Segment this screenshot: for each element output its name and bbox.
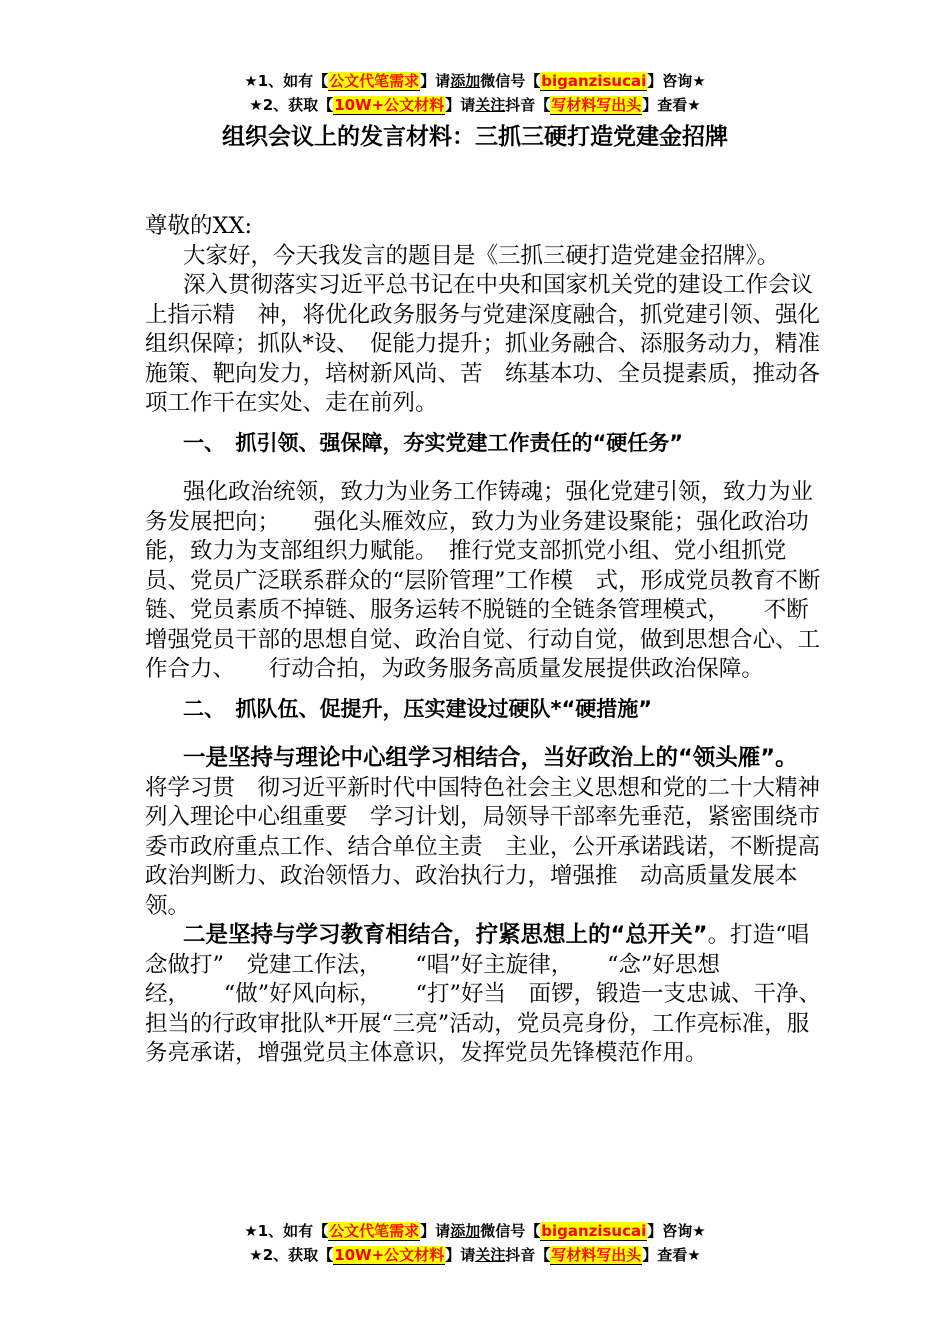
ad-highlight: 10W+公文材料 bbox=[334, 96, 445, 114]
paragraph-3-text: 将学习贯 彻习近平新时代中国特色社会主义思想和党的二十大精神列入理论中心组重要 学习计划，局领导干部率先垂范，紧密围绕市委市政府重点工作、结合单位主责 主业，公开承诺践诺，不断提高政治判断力、政治领悟力、政治执行力，增强推 动高质量发展本领。 bbox=[145, 745, 821, 919]
ad-text: 微信号【 bbox=[480, 72, 541, 90]
ad-line-1 bbox=[0, 69, 950, 93]
ad-text: ★1、如有【 bbox=[244, 1222, 329, 1240]
ad-text: ★1、如有【 bbox=[244, 72, 329, 90]
ad-text: 】请 bbox=[420, 1222, 451, 1240]
ad-line-2 bbox=[0, 1243, 950, 1267]
ad-highlight: 10W+公文材料 bbox=[334, 1246, 445, 1264]
ad-line-1 bbox=[0, 1219, 950, 1243]
paragraph-4 bbox=[145, 921, 825, 1069]
paragraph-1: 深入贯彻落实习近平总书记在中央和国家机关党的建设工作会议上指示精 神，将优化政务服务与党建深度融合，抓党建引领、强化组织保障；抓队*设、 促能力提升；抓业务融合、添服务动力，精准施策、靶向发力，培树新风尚、苦 练基本功、全员提素质，推动各项工作干在实处、走在前列。 bbox=[145, 272, 821, 416]
ad-underline: 关注 bbox=[475, 1246, 506, 1264]
ad-text: ★2、获取【 bbox=[249, 1246, 334, 1264]
paragraph-2: 强化政治统领，致力为业务工作铸魂；强化党建引领，致力为业务发展把向； 强化头雁效应，致力为业务建设聚能；强化政治功能，致力为支部组织力赋能。 推行党支部抓党小组、党小组抓党员、党员广泛联系群众的“层阶管理”工作模 式，形成党员教育不断链、党员素质不掉链、服务运转不脱链的全链条管理模式， 不断增强党员干部的思想自觉、政治自觉、行动自觉，做到思想合心、工作合力、 行动合拍，为政务服务高质量发展提供政治保障。 bbox=[145, 479, 821, 682]
ad-text: 抖音【 bbox=[505, 96, 551, 114]
paragraph-3 bbox=[145, 744, 825, 921]
ad-text: 抖音【 bbox=[505, 1246, 551, 1264]
ad-text: 】请 bbox=[445, 1246, 476, 1264]
intro-paragraph: 大家好，今天我发言的题目是《三抓三硬打造党建金招牌》。 bbox=[183, 242, 780, 269]
ad-text: 】咨询★ bbox=[647, 1222, 706, 1240]
paragraph-4-lead: 二是坚持与学习教育相结合，拧紧思想上的“总开关” bbox=[183, 922, 708, 948]
ad-underline: 添加 bbox=[450, 72, 481, 90]
ad-highlight: 写材料写出头 bbox=[551, 96, 642, 114]
ad-highlight: 公文代笔需求 bbox=[329, 72, 420, 90]
ad-underline: 添加 bbox=[450, 1222, 481, 1240]
paragraph-3-lead: 一是坚持与理论中心组学习相结合，当好政治上的“领头雁”。 bbox=[183, 745, 787, 771]
ad-text: 微信号【 bbox=[480, 1222, 541, 1240]
ad-banner-top bbox=[0, 69, 950, 117]
ad-line-2 bbox=[0, 93, 950, 117]
ad-highlight: biganzisucai bbox=[541, 72, 647, 90]
ad-text: ★2、获取【 bbox=[249, 96, 334, 114]
ad-text: 】咨询★ bbox=[647, 72, 706, 90]
doc-title: 组织会议上的发言材料：三抓三硬打造党建金招牌 bbox=[222, 124, 728, 150]
ad-highlight: 公文代笔需求 bbox=[329, 1222, 420, 1240]
ad-text: 】请 bbox=[445, 96, 476, 114]
ad-text: 】查看★ bbox=[642, 96, 701, 114]
ad-banner-bottom bbox=[0, 1219, 950, 1267]
ad-underline: 关注 bbox=[475, 96, 506, 114]
ad-text: 】请 bbox=[420, 72, 451, 90]
doc-body bbox=[145, 212, 825, 1069]
heading-2: 二、 抓队伍、促提升，压实建设过硬队*“硬措施” bbox=[183, 696, 653, 721]
heading-1: 一、 抓引领、强保障，夯实党建工作责任的“硬任务” bbox=[183, 430, 684, 455]
salutation: 尊敬的XX: bbox=[145, 213, 253, 239]
paragraph-4-text: 。打造“唱念做打” 党建工作法， “唱”好主旋律， “念”好思想经， “做”好风向标， “打”好当 面锣，锻造一支忠诚、干净、担当的行政审批队*开展“三亮”活动，党员亮身份，工作亮标准，服务亮承诺，增强党员主体意识，发挥党员先锋模范作用。 bbox=[145, 922, 822, 1066]
ad-text: 】查看★ bbox=[642, 1246, 701, 1264]
ad-highlight: biganzisucai bbox=[541, 1222, 647, 1240]
ad-highlight: 写材料写出头 bbox=[551, 1246, 642, 1264]
